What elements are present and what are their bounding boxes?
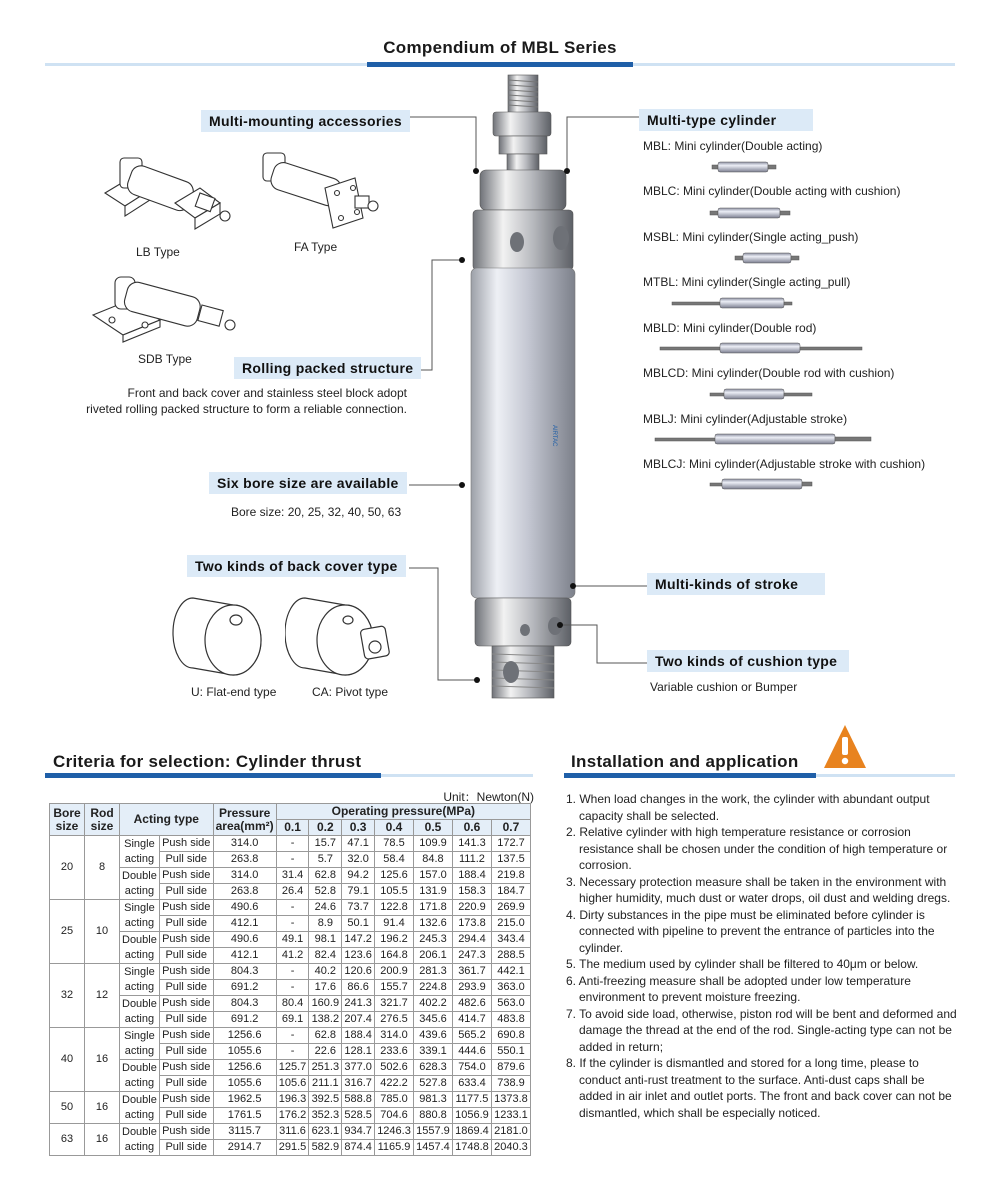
thrust-value-cell: 224.8 [414,980,453,996]
thrust-value-cell: 125.6 [375,868,414,884]
thrust-value-cell: 1177.5 [452,1092,491,1108]
thrust-value-cell: - [276,1044,309,1060]
acting-type-cell: Single acting [120,1028,160,1060]
rolling-desc-line1: Front and back cover and stainless steel block adopt [127,386,407,400]
table-row [50,964,531,980]
thrust-value-cell: 158.3 [452,884,491,900]
thrust-value-cell: 47.1 [342,836,375,852]
thrust-value-cell: 24.6 [309,900,342,916]
thrust-value-cell: 206.1 [414,948,453,964]
thrust-value-cell: 105.6 [276,1076,309,1092]
acting-type-cell: Double acting [120,932,160,964]
thrust-value-cell: - [276,852,309,868]
direction-cell: Push side [159,1124,213,1140]
table-row [50,1124,531,1140]
th-pressure: 0.7 [491,820,530,836]
thrust-value-cell: 321.7 [375,996,414,1012]
thrust-value-cell: - [276,836,309,852]
thrust-value-cell: 82.4 [309,948,342,964]
thrust-value-cell: 32.0 [342,852,375,868]
direction-cell: Push side [159,996,213,1012]
thrust-value-cell: 86.6 [342,980,375,996]
thrust-value-cell: 58.4 [375,852,414,868]
thrust-value-cell: 171.8 [414,900,453,916]
installation-title: Installation and application [571,752,799,771]
thrust-value-cell: 934.7 [342,1124,375,1140]
bore-cell: 25 [50,900,85,964]
thrust-value-cell: 1056.9 [452,1108,491,1124]
thrust-value-cell: 738.9 [491,1076,530,1092]
cylinder-item-mblcd: MBLCD: Mini cylinder(Double rod with cushion) [643,366,895,380]
thrust-value-cell: 339.1 [414,1044,453,1060]
cylinder-thumbnails [650,155,880,495]
accessories-tag: Multi-mounting accessories [201,110,410,132]
area-cell: 263.8 [213,884,276,900]
thumb-mbl [712,162,776,172]
thrust-value-cell: 1233.1 [491,1108,530,1124]
table-row [50,900,531,916]
th-pressure: 0.3 [342,820,375,836]
thrust-value-cell: 98.1 [309,932,342,948]
thrust-value-cell: 377.0 [342,1060,375,1076]
thrust-value-cell: 131.9 [414,884,453,900]
thrust-value-cell: 363.0 [491,980,530,996]
thrust-value-cell: 343.4 [491,932,530,948]
table-row [50,1092,531,1108]
thrust-value-cell: 565.2 [452,1028,491,1044]
installation-item: 7. To avoid side load, otherwise, piston rod will be bent and deformed and damage the thread at the end of the rod. Single-acting type can not be added in return; [566,1006,957,1054]
bore-tag: Six bore size are available [209,472,407,494]
direction-cell: Pull side [159,916,213,932]
cylinder-item-msbl: MSBL: Mini cylinder(Single acting_push) [643,230,859,244]
thrust-value-cell: 442.1 [491,964,530,980]
thrust-value-cell: 62.8 [309,868,342,884]
acting-type-cell: Double acting [120,1060,160,1092]
fa-type-image [255,148,385,238]
area-cell: 314.0 [213,868,276,884]
thrust-value-cell: 17.6 [309,980,342,996]
thrust-value-cell: 2181.0 [491,1124,530,1140]
thrust-value-cell: 528.5 [342,1108,375,1124]
installation-item: 2. Relative cylinder with high temperature resistance or corrosion resistance shall be chosen under the condition of high temperature or corrosion. [566,825,948,872]
area-cell: 1256.6 [213,1028,276,1044]
stroke-tag: Multi-kinds of stroke [647,573,825,595]
area-cell: 1761.5 [213,1108,276,1124]
thrust-value-cell: 633.4 [452,1076,491,1092]
ca-pivot-label: CA: Pivot type [312,685,389,699]
area-cell: 1256.6 [213,1060,276,1076]
area-cell: 263.8 [213,852,276,868]
thrust-value-cell: - [276,1028,309,1044]
thrust-value-cell: 172.7 [491,836,530,852]
thrust-value-cell: 251.3 [309,1060,342,1076]
installation-item: 4. Dirty substances in the pipe must be eliminated before cylinder is connected with pipeline to prevent the entrance of particles into the cylinder. [566,907,935,955]
thrust-value-cell: 311.6 [276,1124,309,1140]
thrust-value-cell: 981.3 [414,1092,453,1108]
thrust-value-cell: 122.8 [375,900,414,916]
rod-cell: 10 [85,900,120,964]
thrust-value-cell: 132.6 [414,916,453,932]
thrust-value-cell: 49.1 [276,932,309,948]
area-cell: 804.3 [213,996,276,1012]
thrust-value-cell: 316.7 [342,1076,375,1092]
thrust-value-cell: 502.6 [375,1060,414,1076]
thrust-value-cell: - [276,980,309,996]
bore-cell: 32 [50,964,85,1028]
installation-rule-accent [564,773,816,778]
acting-type-cell: Single acting [120,836,160,868]
thrust-value-cell: 690.8 [491,1028,530,1044]
thrust-value-cell: 184.7 [491,884,530,900]
thrust-value-cell: 157.0 [414,868,453,884]
direction-cell: Push side [159,964,213,980]
thrust-value-cell: 439.6 [414,1028,453,1044]
direction-cell: Pull side [159,1140,213,1156]
thrust-value-cell: 5.7 [309,852,342,868]
thrust-value-cell: 880.8 [414,1108,453,1124]
area-cell: 804.3 [213,964,276,980]
thrust-value-cell: 293.9 [452,980,491,996]
thrust-unit: Unit：Newton(N) [443,790,534,804]
thrust-value-cell: 188.4 [452,868,491,884]
th-pressure: 0.4 [375,820,414,836]
bore-cell: 50 [50,1092,85,1124]
direction-cell: Pull side [159,1012,213,1028]
thrust-value-cell: 269.9 [491,900,530,916]
cushion-desc: Variable cushion or Bumper [650,680,798,694]
acting-type-cell: Single acting [120,900,160,932]
area-cell: 490.6 [213,900,276,916]
lb-type-label: LB Type [136,245,180,259]
th-bore: Bore size [50,804,85,836]
u-flat-end-label: U: Flat-end type [191,685,277,699]
area-cell: 490.6 [213,932,276,948]
thrust-value-cell: 233.6 [375,1044,414,1060]
area-cell: 1055.6 [213,1076,276,1092]
thrust-value-cell: 111.2 [452,852,491,868]
th-acting: Acting type [120,804,214,836]
thrust-value-cell: 79.1 [342,884,375,900]
thrust-value-cell: 219.8 [491,868,530,884]
thrust-value-cell: 31.4 [276,868,309,884]
area-cell: 3115.7 [213,1124,276,1140]
thrust-value-cell: 704.6 [375,1108,414,1124]
thrust-value-cell: 1373.8 [491,1092,530,1108]
thrust-title: Criteria for selection: Cylinder thrust [53,752,362,771]
thrust-value-cell: 1748.8 [452,1140,491,1156]
sdb-type-image [90,265,240,350]
warning-icon [822,722,868,772]
thrust-value-cell: 105.5 [375,884,414,900]
thrust-value-cell: 628.3 [414,1060,453,1076]
thrust-value-cell: 352.3 [309,1108,342,1124]
thrust-value-cell: 22.6 [309,1044,342,1060]
direction-cell: Pull side [159,884,213,900]
thrust-value-cell: - [276,900,309,916]
thrust-value-cell: 1557.9 [414,1124,453,1140]
thrust-value-cell: 623.1 [309,1124,342,1140]
page-title: Compendium of MBL Series [383,38,617,57]
thrust-value-cell: 73.7 [342,900,375,916]
rod-cell: 12 [85,964,120,1028]
direction-cell: Push side [159,932,213,948]
thrust-value-cell: 220.9 [452,900,491,916]
thrust-value-cell: 125.7 [276,1060,309,1076]
table-row [50,836,531,852]
thrust-value-cell: 8.9 [309,916,342,932]
thrust-value-cell: 361.7 [452,964,491,980]
thrust-value-cell: 1869.4 [452,1124,491,1140]
thrust-value-cell: 291.5 [276,1140,309,1156]
thrust-value-cell: 207.4 [342,1012,375,1028]
area-cell: 1055.6 [213,1044,276,1060]
th-op: Operating pressure(MPa) [276,804,530,820]
installation-item: 1. When load changes in the work, the cylinder with abundant output capacity shall be selected. [566,792,930,823]
thrust-value-cell: 527.8 [414,1076,453,1092]
cylinder-item-mtbl: MTBL: Mini cylinder(Single acting_pull) [643,275,851,289]
thrust-value-cell: 414.7 [452,1012,491,1028]
table-row [50,1060,531,1076]
thrust-value-cell: 345.6 [414,1012,453,1028]
thrust-value-cell: 247.3 [452,948,491,964]
direction-cell: Pull side [159,980,213,996]
thrust-table [49,803,531,1156]
thrust-value-cell: 402.2 [414,996,453,1012]
rolling-desc-line2: riveted rolling packed structure to form a reliable connection. [86,402,407,416]
direction-cell: Pull side [159,948,213,964]
thrust-value-cell: - [276,964,309,980]
thrust-value-cell: 109.9 [414,836,453,852]
thrust-value-cell: 1246.3 [375,1124,414,1140]
direction-cell: Pull side [159,1076,213,1092]
thrust-value-cell: 874.4 [342,1140,375,1156]
thrust-value-cell: 582.9 [309,1140,342,1156]
installation-item: 6. Anti-freezing measure shall be adopted under low temperature environment to prevent moisture freezing. [566,973,911,1004]
thrust-value-cell: 94.2 [342,868,375,884]
cylinder-item-mbl: MBL: Mini cylinder(Double acting) [643,139,823,153]
acting-type-cell: Double acting [120,1092,160,1124]
table-row [50,868,531,884]
bore-cell: 63 [50,1124,85,1156]
area-cell: 412.1 [213,948,276,964]
thrust-value-cell: 160.9 [309,996,342,1012]
thrust-value-cell: 155.7 [375,980,414,996]
thrust-value-cell: 276.5 [375,1012,414,1028]
thrust-value-cell: 52.8 [309,884,342,900]
fa-type-label: FA Type [294,240,338,254]
installation-item: 8. If the cylinder is dismantled and stored for a long time, please to conduct anti-rust treatment to the surface. Anti-dust caps shall be added in air inlet and outlet ports. The front and back cover can not be dismantled, which shall be especially noticed. [566,1056,952,1120]
table-row [50,1028,531,1044]
thrust-value-cell: 879.6 [491,1060,530,1076]
thrust-value-cell: 80.4 [276,996,309,1012]
table-row [50,932,531,948]
area-cell: 1962.5 [213,1092,276,1108]
direction-cell: Push side [159,868,213,884]
area-cell: 2914.7 [213,1140,276,1156]
cylinder-item-mblj: MBLJ: Mini cylinder(Adjustable stroke) [643,412,848,426]
thrust-value-cell: 128.1 [342,1044,375,1060]
thrust-value-cell: 241.3 [342,996,375,1012]
thrust-value-cell: 176.2 [276,1108,309,1124]
cushion-tag: Two kinds of cushion type [647,650,849,672]
thrust-value-cell: - [276,916,309,932]
bore-cell: 40 [50,1028,85,1092]
thrust-value-cell: 200.9 [375,964,414,980]
th-pressure: 0.2 [309,820,342,836]
thrust-value-cell: 2040.3 [491,1140,530,1156]
thrust-value-cell: 40.2 [309,964,342,980]
thrust-value-cell: 1457.4 [414,1140,453,1156]
svg-text:AIRTAC: AIRTAC [551,425,557,447]
th-pressure: 0.5 [414,820,453,836]
acting-type-cell: Double acting [120,1124,160,1156]
rod-cell: 16 [85,1124,120,1156]
thrust-value-cell: 62.8 [309,1028,342,1044]
cylinder-item-mbld: MBLD: Mini cylinder(Double rod) [643,321,817,335]
thrust-value-cell: 15.7 [309,836,342,852]
thrust-value-cell: 482.6 [452,996,491,1012]
thrust-value-cell: 26.4 [276,884,309,900]
thrust-value-cell: 211.1 [309,1076,342,1092]
thrust-value-cell: 41.2 [276,948,309,964]
installation-item: 3. Necessary protection measure shall be taken in the environment with higher humidity, much dust or water drops, oil dust and welding dregs. [566,874,951,905]
th-area: Pressure area(mm²) [213,804,276,836]
thrust-value-cell: 294.4 [452,932,491,948]
thrust-value-cell: 483.8 [491,1012,530,1028]
acting-type-cell: Double acting [120,868,160,900]
thrust-value-cell: 138.2 [309,1012,342,1028]
cylinder-item-mblc: MBLC: Mini cylinder(Double acting with cushion) [643,184,901,198]
back-cover-tag: Two kinds of back cover type [187,555,406,577]
thrust-value-cell: 78.5 [375,836,414,852]
acting-type-cell: Single acting [120,964,160,996]
sdb-type-label: SDB Type [138,352,192,366]
thrust-value-cell: 785.0 [375,1092,414,1108]
thrust-value-cell: 215.0 [491,916,530,932]
direction-cell: Pull side [159,1108,213,1124]
thrust-rule-accent [45,773,381,778]
thrust-value-cell: 754.0 [452,1060,491,1076]
thrust-value-cell: 147.2 [342,932,375,948]
thrust-value-cell: 188.4 [342,1028,375,1044]
thrust-value-cell: 173.8 [452,916,491,932]
thrust-value-cell: 422.2 [375,1076,414,1092]
thrust-value-cell: 141.3 [452,836,491,852]
area-cell: 314.0 [213,836,276,852]
thrust-value-cell: 288.5 [491,948,530,964]
bore-desc: Bore size: 20, 25, 32, 40, 50, 63 [231,505,402,519]
thrust-value-cell: 245.3 [414,932,453,948]
th-pressure: 0.6 [452,820,491,836]
direction-cell: Push side [159,1028,213,1044]
lb-type-image [100,148,240,243]
thrust-value-cell: 392.5 [309,1092,342,1108]
thrust-value-cell: 588.8 [342,1092,375,1108]
direction-cell: Pull side [159,1044,213,1060]
thrust-value-cell: 196.2 [375,932,414,948]
direction-cell: Push side [159,1092,213,1108]
u-flat-end-image [168,590,268,680]
area-cell: 412.1 [213,916,276,932]
acting-type-cell: Double acting [120,996,160,1028]
th-rod: Rod size [85,804,120,836]
installation-list [566,791,961,1121]
rolling-tag: Rolling packed structure [234,357,421,379]
thrust-value-cell: 69.1 [276,1012,309,1028]
area-cell: 691.2 [213,980,276,996]
thrust-value-cell: 550.1 [491,1044,530,1060]
thrust-value-cell: 137.5 [491,852,530,868]
direction-cell: Push side [159,1060,213,1076]
direction-cell: Pull side [159,852,213,868]
thrust-value-cell: 164.8 [375,948,414,964]
bore-cell: 20 [50,836,85,900]
ca-pivot-image [285,590,400,680]
thrust-value-cell: 314.0 [375,1028,414,1044]
thrust-value-cell: 123.6 [342,948,375,964]
installation-item: 5. The medium used by cylinder shall be filtered to 40μm or below. [566,957,919,971]
thrust-value-cell: 563.0 [491,996,530,1012]
thrust-value-cell: 120.6 [342,964,375,980]
th-pressure: 0.1 [276,820,309,836]
thrust-value-cell: 281.3 [414,964,453,980]
rod-cell: 16 [85,1028,120,1092]
thrust-value-cell: 50.1 [342,916,375,932]
rod-cell: 16 [85,1092,120,1124]
thrust-value-cell: 84.8 [414,852,453,868]
thrust-value-cell: 1165.9 [375,1140,414,1156]
area-cell: 691.2 [213,1012,276,1028]
multi-type-tag: Multi-type cylinder [639,109,813,131]
direction-cell: Push side [159,900,213,916]
direction-cell: Push side [159,836,213,852]
rod-cell: 8 [85,836,120,900]
thrust-value-cell: 444.6 [452,1044,491,1060]
thrust-value-cell: 196.3 [276,1092,309,1108]
cylinder-item-mblcj: MBLCJ: Mini cylinder(Adjustable stroke with cushion) [643,457,926,471]
thrust-value-cell: 91.4 [375,916,414,932]
table-row [50,996,531,1012]
